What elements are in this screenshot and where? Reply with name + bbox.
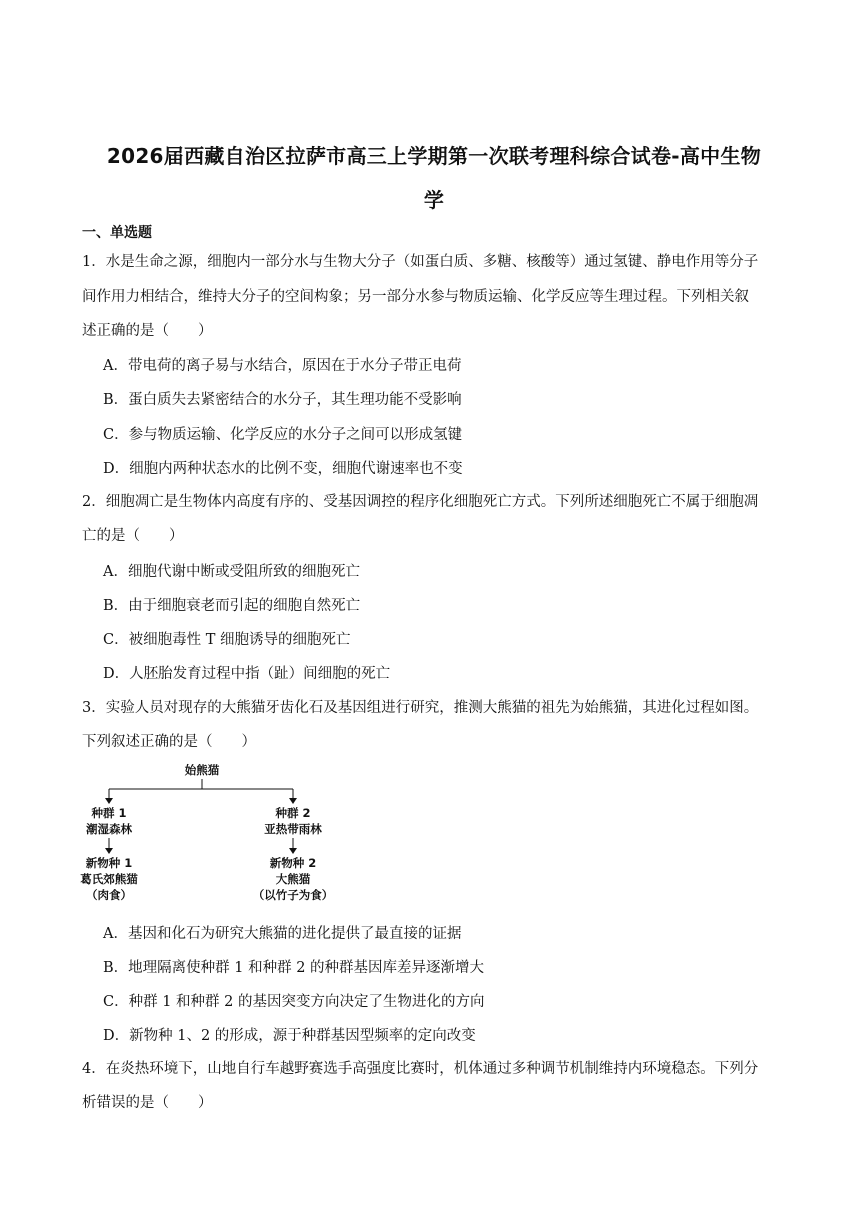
diagram-root-label: 始熊猫 xyxy=(184,763,220,777)
diagram-left-arrow-head-1 xyxy=(105,798,113,804)
diagram-right-arrow-head-1 xyxy=(289,798,297,804)
question-2-option-a: A．细胞代谢中断或受阻所致的细胞死亡 xyxy=(103,564,360,580)
diagram-left-population: 种群 1 xyxy=(91,806,127,820)
question-3-line-1: 3．实验人员对现存的大熊猫牙齿化石及基因组进行研究，推测大熊猫的祖先为始熊猫，其进化过程如图。 xyxy=(82,700,759,716)
question-2-option-b: B．由于细胞衰老而引起的细胞自然死亡 xyxy=(103,598,361,614)
diagram-left-habitat: 潮湿森林 xyxy=(86,822,132,836)
question-4-line-2: 析错误的是（ ） xyxy=(82,1095,213,1111)
section-heading: 一、单选题 xyxy=(82,225,152,241)
question-1-line-1: 1．水是生命之源，细胞内一部分水与生物大分子（如蛋白质、多糖、核酸等）通过氢键、静电作用等分子 xyxy=(82,254,759,270)
diagram-left-name: 葛氏郊熊猫 xyxy=(80,872,138,886)
diagram-right-name: 大熊猫 xyxy=(275,872,311,886)
question-2-option-c: C．被细胞毒性 T 细胞诱导的细胞死亡 xyxy=(103,632,351,648)
question-2-line-2: 亡的是（ ） xyxy=(82,528,184,544)
document-title-line2: 学 xyxy=(423,188,445,212)
question-3-option-d: D．新物种 1、2 的形成，源于种群基因型频率的定向改变 xyxy=(103,1028,476,1044)
diagram-right-population: 种群 2 xyxy=(275,806,311,820)
question-1-option-c: C．参与物质运输、化学反应的水分子之间可以形成氢键 xyxy=(103,427,463,443)
question-1-option-b: B．蛋白质失去紧密结合的水分子，其生理功能不受影响 xyxy=(103,392,462,408)
question-4-line-1: 4．在炎热环境下，山地自行车越野赛选手高强度比赛时，机体通过多种调节机制维持内环境稳态。下列分 xyxy=(82,1061,759,1077)
diagram-right-arrow-head-2 xyxy=(289,848,297,854)
document-title-line1: 2026届西藏自治区拉萨市高三上学期第一次联考理科综合试卷-高中生物 xyxy=(106,144,762,168)
evolution-diagram xyxy=(82,760,352,910)
diagram-right-species: 新物种 2 xyxy=(269,856,317,870)
question-1-line-2: 间作用力相结合，维持大分子的空间构象；另一部分水参与物质运输、化学反应等生理过程。下列相关叙 xyxy=(82,289,749,305)
question-3-option-b: B．地理隔离使种群 1 和种群 2 的种群基因库差异逐渐增大 xyxy=(103,960,485,976)
question-1-line-3: 述正确的是（ ） xyxy=(82,323,213,339)
question-3-line-2: 下列叙述正确的是（ ） xyxy=(82,734,256,750)
diagram-right-diet: （以竹子为食） xyxy=(252,888,334,902)
question-2-line-1: 2．细胞凋亡是生物体内高度有序的、受基因调控的程序化细胞死亡方式。下列所述细胞死亡不属于细胞凋 xyxy=(82,494,759,510)
question-3-option-a: A．基因和化石为研究大熊猫的进化提供了最直接的证据 xyxy=(103,926,462,942)
question-1-option-a: A．带电荷的离子易与水结合，原因在于水分子带正电荷 xyxy=(103,358,462,374)
question-2-option-d: D．人胚胎发育过程中指（趾）间细胞的死亡 xyxy=(103,666,391,682)
diagram-right-habitat: 亚热带雨林 xyxy=(264,822,322,836)
diagram-left-diet: （肉食） xyxy=(86,888,132,902)
question-3-option-c: C．种群 1 和种群 2 的基因突变方向决定了生物进化的方向 xyxy=(103,994,485,1010)
diagram-left-arrow-head-2 xyxy=(105,848,113,854)
question-1-option-d: D．细胞内两种状态水的比例不变，细胞代谢速率也不变 xyxy=(103,461,463,477)
diagram-left-species: 新物种 1 xyxy=(85,856,133,870)
